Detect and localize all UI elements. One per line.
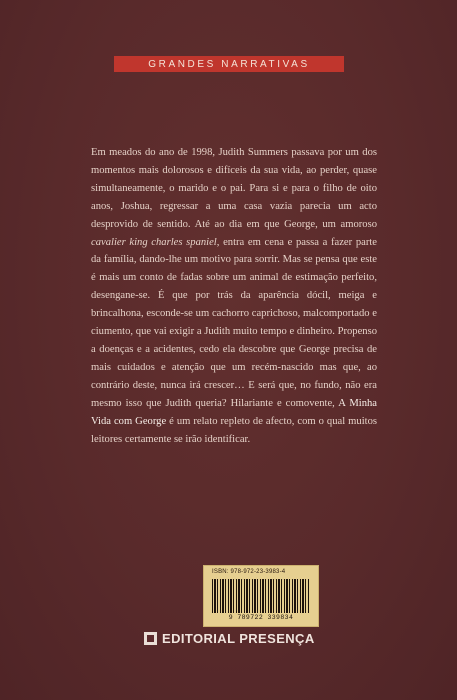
blurb-text — [91, 144, 377, 448]
publisher-logo — [144, 631, 315, 646]
series-label: GRANDES NARRATIVAS — [148, 58, 310, 70]
blurb-part-3: é um relato repleto de afecto, com o qual muitos leitores certamente se irão identificar. — [91, 415, 377, 445]
series-band — [114, 56, 344, 72]
barcode-box — [203, 565, 319, 627]
blurb-part-2: entra em cena e passa a fazer parte da família, dando-lhe um motivo para sorrir. Mas se pensa que este é mais um conto de fadas sobre um animal de estimação perfeito, desengane-se. É que por trás da aparência dócil, meiga e brincalhona, esconde-se um cachorro caprichoso, malcomportado e ciumento, que vai exigir a Judith muito tempo e dinheiro. Propenso a doenças e a acidentes, cedo ela descobre que George precisa de mais cuidados e atenção que um recém-nascido mas que, ao contrário deste, nunca irá crescer… E será que, no fundo, não era mesmo isso que Judith queria? Hilariante e comovente, — [91, 236, 377, 409]
blurb-paragraph — [91, 144, 377, 448]
publisher-mark-icon — [144, 632, 157, 645]
blurb-part-1: Em meados do ano de 1998, Judith Summers passava por um dos momentos mais dolorosos e difíceis da sua vida, ao perder, quase simultaneamente, o marido e o pai. Para si e para o filho de oito anos, Joshua, regressar a uma casa vazia parecia um acto desprovido de sentido. Até ao dia em que George, um amoroso — [91, 147, 377, 230]
barcode-icon — [212, 579, 310, 613]
isbn-text: ISBN: 978-972-23-3983-4 — [212, 569, 286, 575]
book-title-mention: A Minha Vida com George — [91, 397, 377, 427]
breed-name: cavalier king charles spaniel, — [91, 236, 220, 248]
publisher-name: EDITORIAL PRESENÇA — [162, 631, 315, 646]
barcode-number: 9 789722 339834 — [228, 614, 294, 621]
